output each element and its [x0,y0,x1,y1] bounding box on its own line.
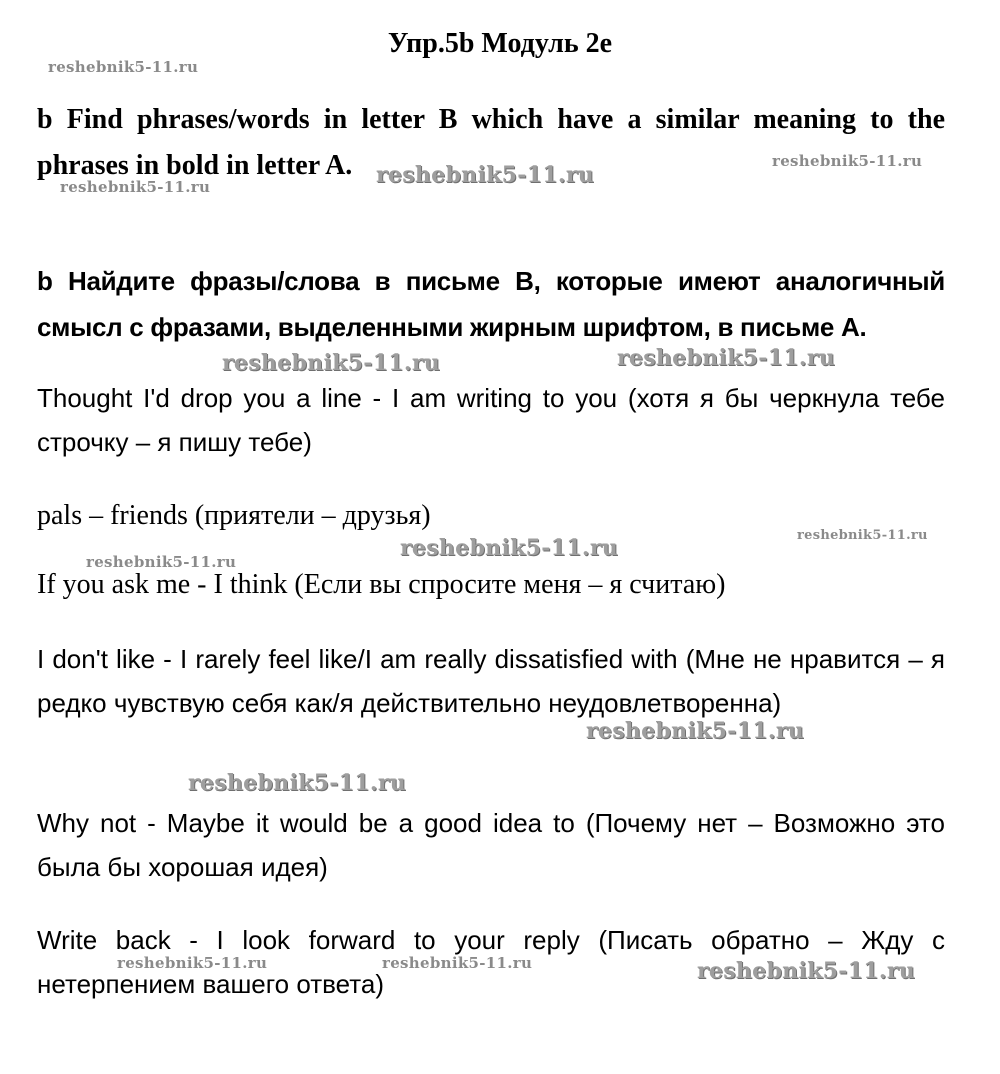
answer-item: Thought I'd drop you a line - I am writing to you (хотя я бы черкнула тебе строчку – я пишу тебе) [37,383,945,457]
watermark: reshebnik5-11.ru [382,954,533,972]
watermark: reshebnik5-11.ru [48,58,199,76]
watermark: reshebnik5-11.ru [60,178,211,196]
answer-item: pals – friends (приятели – друзья) [37,500,431,531]
watermark: reshebnik5-11.ru [797,528,928,543]
answer-item: I don't like - I rarely feel like/I am really dissatisfied with (Мне не нравится – я редко чувствую себя как/я действительно неудовлетворенна) [37,644,945,718]
watermark: reshebnik5-11.ru [376,162,595,188]
answer-item: Why not - Maybe it would be a good idea to (Почему нет – Возможно это была бы хорошая идея) [37,808,945,882]
answer-item: Write back - I look forward to your reply (Писать обратно – Жду с нетерпением вашего ответа) [37,925,945,999]
watermark: reshebnik5-11.ru [586,718,805,744]
watermark: reshebnik5-11.ru [222,350,441,376]
page-title: Упр.5b Модуль 2е [387,28,613,59]
task-english: b Find phrases/words in letter B which have a similar meaning to the phrases in bold in letter A. [37,104,945,181]
watermark: reshebnik5-11.ru [117,954,268,972]
watermark: reshebnik5-11.ru [86,553,237,571]
watermark: reshebnik5-11.ru [617,345,836,371]
watermark: reshebnik5-11.ru [400,535,619,561]
task-russian: b Найдите фразы/слова в письме В, которые имеют аналогичный смысл с фразами, выделенными жирным шрифтом, в письме А. [37,266,945,342]
watermark: reshebnik5-11.ru [697,958,916,984]
watermark: reshebnik5-11.ru [188,770,407,796]
watermark: reshebnik5-11.ru [772,152,923,170]
answer-item: If you ask me - I think (Если вы спросите меня – я считаю) [37,569,726,600]
